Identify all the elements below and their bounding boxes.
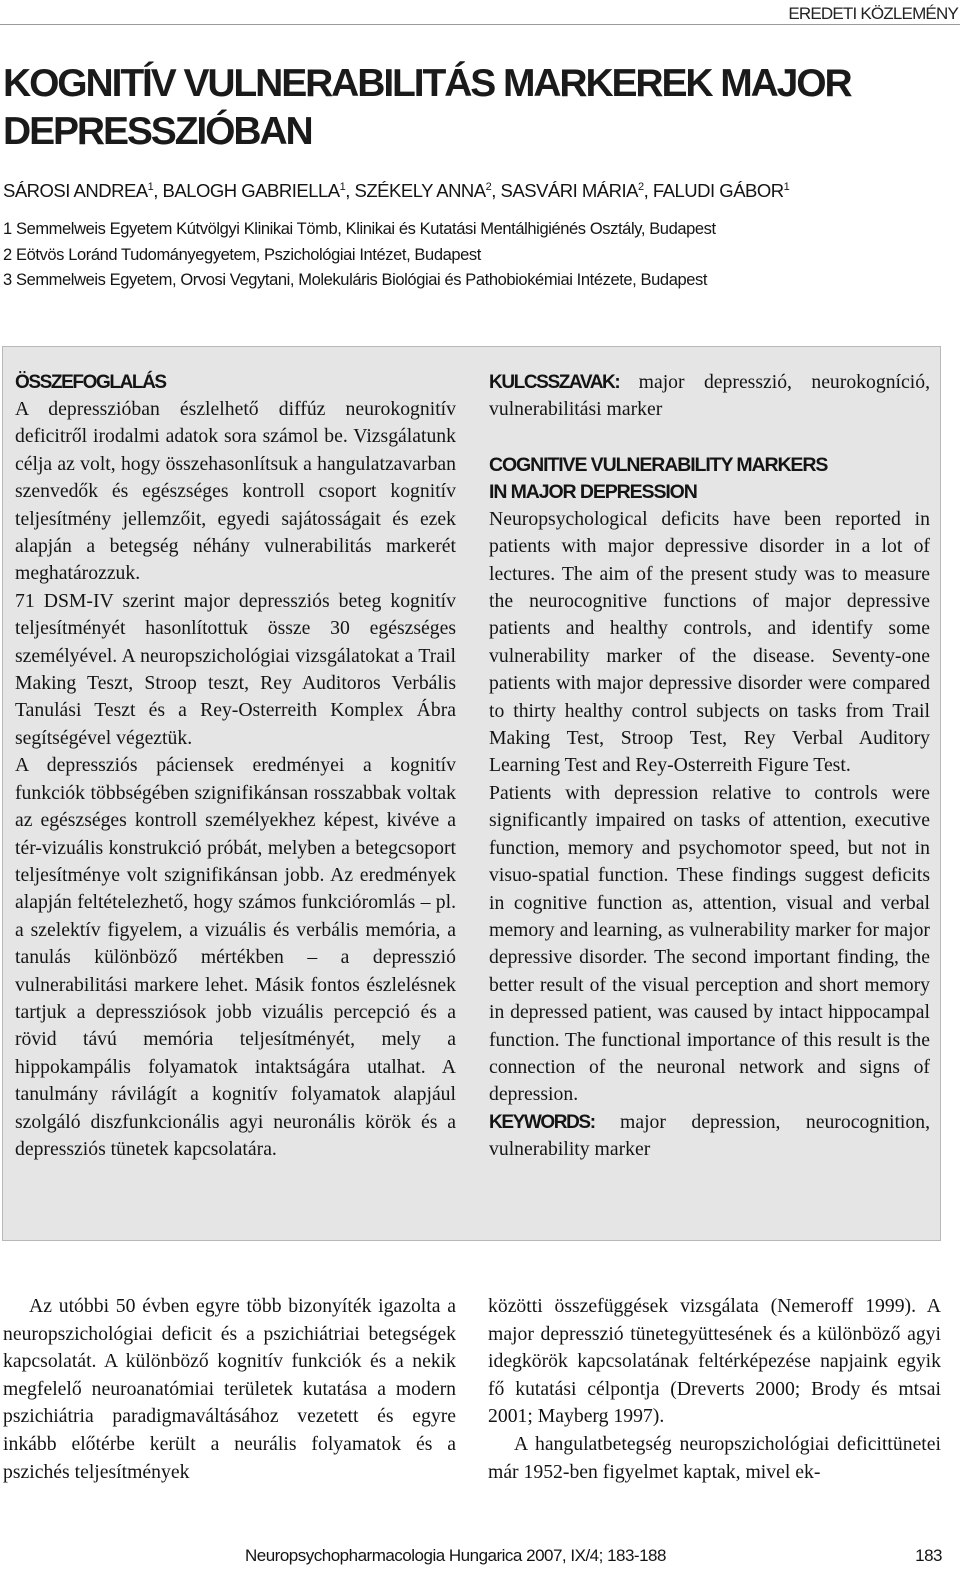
abstract-paragraph: A depresszióban észlelhető diffúz neurokognitív deficitről irodalmi adatok sora számol be. Vizsgálatunk célja az volt, hogy összehasonlítsuk a hangulatzavarban szenvedők és egészséges kontroll csoport kognitív teljesítmény jellemzőit, egyedi sajátosságait és ezek alapján a betegség néhány vulnerabilitás markerét meghatározzuk. (15, 398, 456, 585)
author-affiliation-mark: 2 (485, 180, 492, 193)
author-affiliation-mark: 2 (637, 180, 644, 193)
page-number: 183 (915, 1546, 942, 1565)
body-column-left (3, 1293, 456, 1486)
english-title (489, 452, 930, 506)
abstract-paragraph: Neuropsychological deficits have been reported in patients with major depressive disorder in a lot of lectures. The aim of the present study was to measure the neurocognitive functions of major depressive patients and healthy controls, and identify some vulnerability marker of the disease. Seventy-one patients with major depressive disorder were compared to thirty healthy control subjects on tasks from Trail Making Test, Stroop Test, Rey Verbal Auditory Learning Test and Rey-Osterreith Figure Test. (489, 507, 930, 777)
author-name: SZÉKELY ANNA (354, 180, 486, 201)
keywords-text: major depression, neurocognition, vulnerability marker (489, 1110, 930, 1161)
author-list (3, 180, 789, 202)
english-title-line: COGNITIVE VULNERABILITY MARKERS (489, 453, 828, 476)
author-name: FALUDI GÁBOR (652, 180, 784, 201)
author-separator: , (643, 180, 653, 201)
abstract-hungarian (15, 369, 456, 1163)
affiliation: 3 Semmelweis Egyetem, Orvosi Vegytani, Molekuláris Biológiai és Pathobiokémiai Intézete, Budapest (3, 271, 708, 289)
keywords-hungarian (489, 369, 930, 424)
affiliation: 2 Eötvös Loránd Tudományegyetem, Pszichológiai Intézet, Budapest (3, 245, 481, 264)
english-title-line: IN MAJOR DEPRESSION (489, 480, 697, 503)
section-label: EREDETI KÖZLEMÉNY (788, 4, 958, 23)
article-title: KOGNITÍV VULNERABILITÁS MARKEREK MAJOR DEPRESSZIÓBAN (3, 62, 851, 153)
author-name: BALOGH GABRIELLA (162, 180, 340, 201)
abstract-heading: ÖSSZEFOGLALÁS (15, 372, 166, 393)
body-paragraph: közötti összefüggések vizsgálata (Nemeroff 1999). A major depresszió tünetegyüttesének és a különböző agyi idegkörök kapcsolatának feltérképezése napjaink egyik fő kutatási célpontja (Dreverts 2000; Brody és mtsai 2001; Mayberg 1997). (488, 1295, 941, 1428)
author-separator: , (491, 180, 501, 201)
abstract-english (489, 369, 930, 1164)
author-name: SÁROSI ANDREA (3, 180, 148, 201)
affiliation-list (3, 217, 716, 294)
author-separator: , (153, 180, 163, 201)
body-paragraph: Az utóbbi 50 évben egyre több bizonyíték igazolta a neuropszichológiai deficit és a pszichiátriai betegségek kapcsolatát. A különböző kognitív funkciók és a nekik megfelelő neuroanatómiai területek kutatása a modern pszichiátria paradigmaváltásához vezetett és egyre inkább előtérbe került a neurális folyamatok és a pszichés teljesítmények (3, 1295, 456, 1483)
body-column-right (488, 1293, 941, 1486)
header-divider (0, 24, 960, 25)
abstract-paragraph: A depressziós páciensek eredményei a kognitív funkciók többségében szignifikánsan rosszabbak voltak az egészséges kontroll személyekhez képest, kivéve a tér-vizuális konstrukció próbát, melyben a betegcsoport teljesítménye volt szignifikánsan jobb. Az eredmények alapján feltételezhető, hogy számos funkcióromlás – pl. a szelektív figyelem, a vizuális és verbális memória, a tanulás különböző mértékben – a depresszió vulnerabilitási markere lehet. Másik fontos észlelésnek tartjuk a depressziósok jobb vizuális percepció és a rövid távú memória teljesítményét, mely a hippokampális folyamatok intaktságára utalhat. A tanulmány rávilágít a kognitív folyamatok alapjául szolgáló diszfunkcionális agyi neuronális körök és a depressziós tünetek kapcsolatára. (15, 754, 456, 1160)
abstract-paragraph: Patients with depression relative to controls were significantly impaired on tasks of attention, executive function, memory and psychomotor speed, but not in visuo-spatial function. These findings suggest deficits in cognitive function as, attention, visual and verbal memory and learning, as vulnerability marker for major depressive disorder. The second important finding, the better result of the visual perception and short memory in depressed patient, was caused by intact hippocampal function. The functional importance of this result is the connection of the neuronal network and signs of depression. (489, 781, 930, 1106)
keywords-label: KULCSSZAVAK: (489, 372, 620, 393)
keywords-english (489, 1109, 930, 1164)
author-affiliation-mark: 1 (147, 180, 154, 193)
journal-citation: Neuropsychopharmacologia Hungarica 2007, IX/4; 183-188 (245, 1546, 666, 1565)
author-affiliation-mark: 1 (783, 180, 790, 193)
body-paragraph: A hangulatbetegség neuropszichológiai deficittünetei már 1952-ben figyelmet kaptak, mivel ek- (488, 1432, 941, 1483)
author-name: SASVÁRI MÁRIA (500, 180, 638, 201)
keywords-text: major depresszió, neurokogníció, vulnerabilitási marker (489, 371, 930, 421)
keywords-label: KEYWORDS: (489, 1111, 595, 1133)
author-separator: , (345, 180, 355, 201)
abstract-box (2, 346, 941, 1241)
abstract-paragraph: 71 DSM-IV szerint major depressziós beteg kognitív teljesítményét hasonlítottuk össze 30 egészséges személyével. A neuropszichológiai vizsgálatokat a Trail Making Teszt, Stroop teszt, Rey Auditoros Verbális Tanulási Teszt és a Rey-Osterreith Komplex Ábra segítségével végeztük. (15, 589, 456, 749)
author-affiliation-mark: 1 (339, 180, 346, 193)
affiliation: 1 Semmelweis Egyetem Kútvölgyi Klinikai Tömb, Klinikai és Kutatási Mentálhigiénés Osztály, Budapest (3, 220, 716, 238)
